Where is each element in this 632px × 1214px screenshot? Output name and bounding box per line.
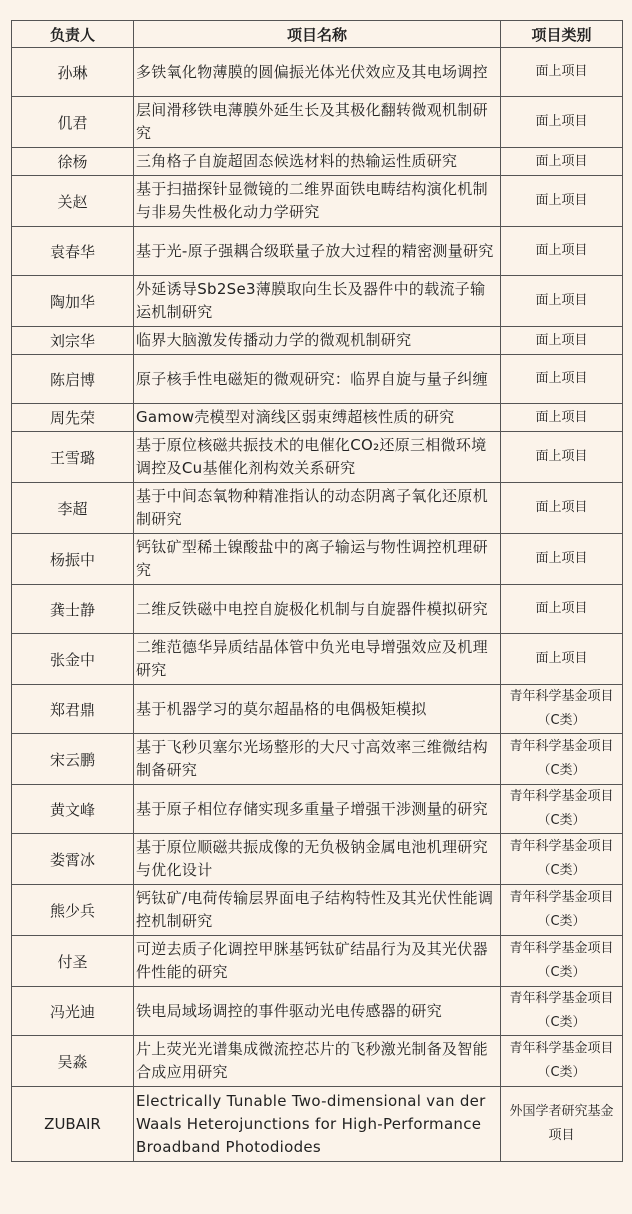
cell-project-name: 外延诱导Sb2Se3薄膜取向生长及器件中的载流子输运机制研究 xyxy=(134,276,501,327)
cell-project-name: 二维范德华异质结晶体管中负光电导增强效应及机理研究 xyxy=(134,634,501,685)
table-row xyxy=(12,634,623,685)
table-row xyxy=(12,987,623,1036)
cell-person: 孙琳 xyxy=(12,48,134,97)
cell-person: 陈启博 xyxy=(12,355,134,404)
cell-person: 黄文峰 xyxy=(12,785,134,834)
table-row xyxy=(12,48,623,97)
cell-category: 面上项目 xyxy=(501,432,623,483)
cell-project-name: 基于原位核磁共振技术的电催化CO₂还原三相微环境调控及Cu基催化剂构效关系研究 xyxy=(134,432,501,483)
cell-category: 青年科学基金项目（C类） xyxy=(501,785,623,834)
project-table-container xyxy=(11,20,622,1162)
cell-person: 吴淼 xyxy=(12,1036,134,1087)
table-row xyxy=(12,685,623,734)
cell-category: 面上项目 xyxy=(501,227,623,276)
cell-category: 青年科学基金项目（C类） xyxy=(501,936,623,987)
cell-category: 面上项目 xyxy=(501,355,623,404)
table-row xyxy=(12,327,623,355)
table-row xyxy=(12,227,623,276)
table-row xyxy=(12,148,623,176)
cell-category: 面上项目 xyxy=(501,327,623,355)
cell-person: 徐杨 xyxy=(12,148,134,176)
cell-person: 刘宗华 xyxy=(12,327,134,355)
table-row xyxy=(12,936,623,987)
header-project-name: 项目名称 xyxy=(134,21,501,48)
cell-category: 面上项目 xyxy=(501,585,623,634)
cell-project-name: 临界大脑激发传播动力学的微观机制研究 xyxy=(134,327,501,355)
cell-project-name: 多铁氧化物薄膜的圆偏振光体光伏效应及其电场调控 xyxy=(134,48,501,97)
table-row xyxy=(12,1087,623,1162)
cell-person: 冯光迪 xyxy=(12,987,134,1036)
cell-project-name: 基于飞秒贝塞尔光场整形的大尺寸高效率三维微结构制备研究 xyxy=(134,734,501,785)
header-person: 负责人 xyxy=(12,21,134,48)
table-row xyxy=(12,355,623,404)
cell-project-name: Electrically Tunable Two-dimensional van der Waals Heterojunctions for High-Performance Broadband Photodiodes xyxy=(134,1087,501,1162)
cell-person: 李超 xyxy=(12,483,134,534)
cell-project-name: 层间滑移铁电薄膜外延生长及其极化翻转微观机制研究 xyxy=(134,97,501,148)
cell-project-name: 钙钛矿/电荷传输层界面电子结构特性及其光伏性能调控机制研究 xyxy=(134,885,501,936)
cell-person: 袁春华 xyxy=(12,227,134,276)
cell-project-name: Gamow壳模型对滴线区弱束缚超核性质的研究 xyxy=(134,404,501,432)
cell-person: 龚士静 xyxy=(12,585,134,634)
cell-project-name: 钙钛矿型稀土镍酸盐中的离子输运与物性调控机理研究 xyxy=(134,534,501,585)
table-row xyxy=(12,483,623,534)
table-row xyxy=(12,534,623,585)
cell-project-name: 基于原子相位存储实现多重量子增强干涉测量的研究 xyxy=(134,785,501,834)
cell-category: 青年科学基金项目（C类） xyxy=(501,834,623,885)
cell-project-name: 基于光-原子强耦合级联量子放大过程的精密测量研究 xyxy=(134,227,501,276)
cell-category: 面上项目 xyxy=(501,97,623,148)
table-row xyxy=(12,404,623,432)
cell-person: 仉君 xyxy=(12,97,134,148)
cell-category: 青年科学基金项目（C类） xyxy=(501,987,623,1036)
table-row xyxy=(12,1036,623,1087)
cell-category: 面上项目 xyxy=(501,48,623,97)
cell-person: 陶加华 xyxy=(12,276,134,327)
cell-project-name: 可逆去质子化调控甲脒基钙钛矿结晶行为及其光伏器件性能的研究 xyxy=(134,936,501,987)
cell-person: 娄霄冰 xyxy=(12,834,134,885)
cell-category: 面上项目 xyxy=(501,404,623,432)
cell-person: 付圣 xyxy=(12,936,134,987)
cell-category: 面上项目 xyxy=(501,534,623,585)
cell-person: 郑君鼎 xyxy=(12,685,134,734)
table-row xyxy=(12,276,623,327)
cell-project-name: 片上荧光光谱集成微流控芯片的飞秒激光制备及智能合成应用研究 xyxy=(134,1036,501,1087)
cell-category: 青年科学基金项目（C类） xyxy=(501,1036,623,1087)
cell-person: ZUBAIR xyxy=(12,1087,134,1162)
cell-project-name: 铁电局域场调控的事件驱动光电传感器的研究 xyxy=(134,987,501,1036)
table-row xyxy=(12,785,623,834)
cell-category: 青年科学基金项目（C类） xyxy=(501,685,623,734)
project-table xyxy=(11,20,623,1162)
header-category: 项目类别 xyxy=(501,21,623,48)
table-row xyxy=(12,734,623,785)
cell-person: 宋云鹏 xyxy=(12,734,134,785)
cell-category: 面上项目 xyxy=(501,148,623,176)
cell-person: 张金中 xyxy=(12,634,134,685)
cell-project-name: 基于扫描探针显微镜的二维界面铁电畴结构演化机制与非易失性极化动力学研究 xyxy=(134,176,501,227)
cell-category: 青年科学基金项目（C类） xyxy=(501,885,623,936)
table-row xyxy=(12,885,623,936)
cell-project-name: 基于原位顺磁共振成像的无负极钠金属电池机理研究与优化设计 xyxy=(134,834,501,885)
cell-person: 周先荣 xyxy=(12,404,134,432)
cell-category: 面上项目 xyxy=(501,483,623,534)
cell-project-name: 三角格子自旋超固态候选材料的热输运性质研究 xyxy=(134,148,501,176)
cell-person: 关赵 xyxy=(12,176,134,227)
cell-project-name: 基于中间态氧物种精准指认的动态阴离子氧化还原机制研究 xyxy=(134,483,501,534)
cell-category: 面上项目 xyxy=(501,176,623,227)
cell-category: 面上项目 xyxy=(501,634,623,685)
table-row xyxy=(12,834,623,885)
table-row xyxy=(12,432,623,483)
cell-project-name: 二维反铁磁中电控自旋极化机制与自旋器件模拟研究 xyxy=(134,585,501,634)
table-row xyxy=(12,97,623,148)
cell-person: 王雪璐 xyxy=(12,432,134,483)
table-row xyxy=(12,585,623,634)
cell-category: 外国学者研究基金项目 xyxy=(501,1087,623,1162)
cell-person: 熊少兵 xyxy=(12,885,134,936)
table-row xyxy=(12,176,623,227)
table-body xyxy=(12,48,623,1162)
cell-category: 青年科学基金项目（C类） xyxy=(501,734,623,785)
table-header-row xyxy=(12,21,623,48)
cell-project-name: 原子核手性电磁矩的微观研究：临界自旋与量子纠缠 xyxy=(134,355,501,404)
cell-project-name: 基于机器学习的莫尔超晶格的电偶极矩模拟 xyxy=(134,685,501,734)
cell-person: 杨振中 xyxy=(12,534,134,585)
cell-category: 面上项目 xyxy=(501,276,623,327)
